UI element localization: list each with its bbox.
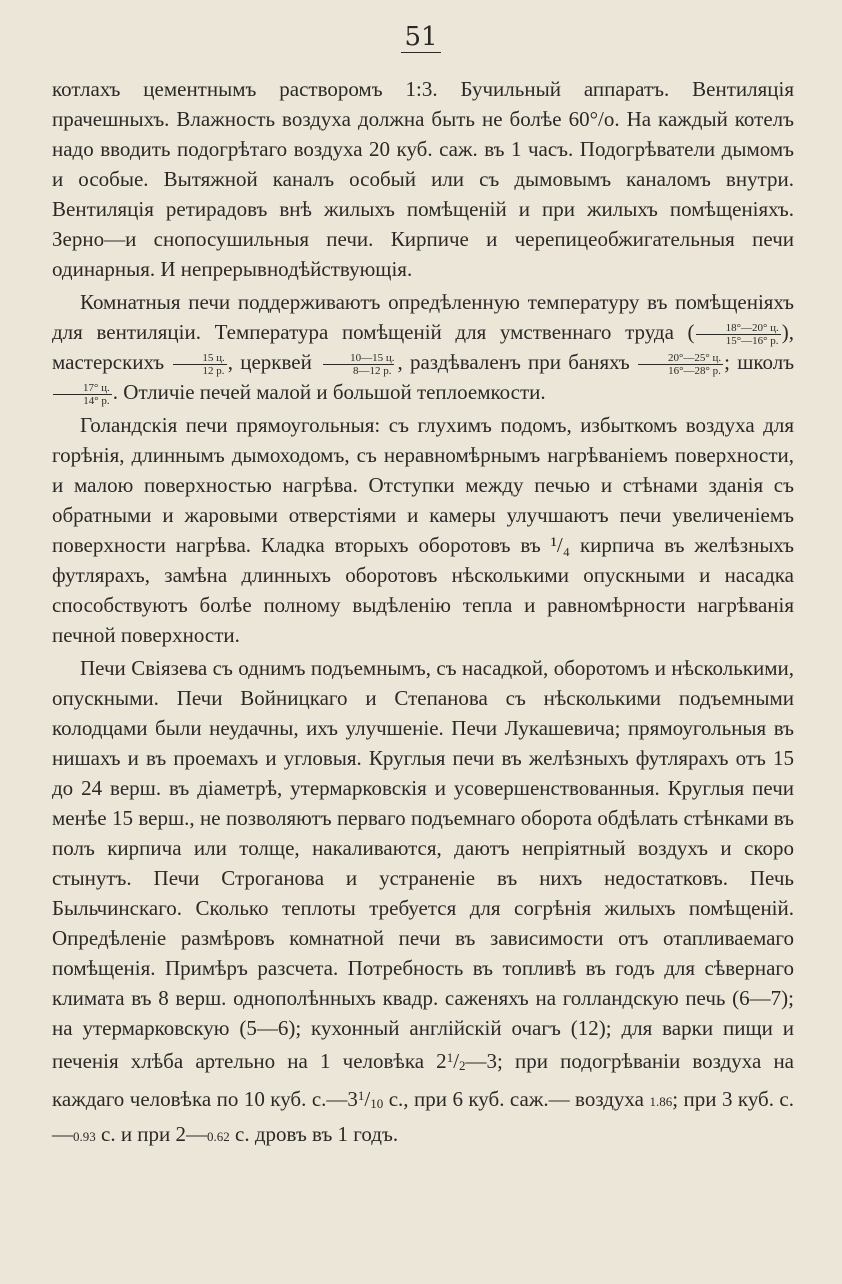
text-run: —3; при подогрѣваніи воздуха на каждаго человѣка по 10 куб. с.—3 bbox=[52, 1049, 794, 1111]
fraction-schools: $\frac{17^\circ ц.}{14^\circ р.}$ bbox=[53, 382, 112, 407]
fraction-denominator: 2 bbox=[459, 1058, 466, 1073]
text-run: Печи Свіязева съ однимъ подъемнымъ, съ насадкой, оборотомъ и нѣсколькими, опускными. Печи Войницкаго и Степанова съ нѣсколькими подъемными колодцами были неудачны, ихъ улучшеніе. Печи Лукашевича; прямоугольныя въ нишахъ и въ проемахъ и угловыя. Круглыя печи въ желѣзныхъ футлярахъ отъ 15 до 24 верш. въ діаметрѣ, утермарковскія и усовершенствованныя. Круглыя печи менѣе 15 верш., не позволяютъ перваго подъемнаго оборота обдѣлать стѣнками въ полъ кирпича или толще, накаливаются, даютъ непріятный воздухъ и скоро стынутъ. Печи Строганова и устраненіе въ нихъ недостатковъ. Печь Быльчинскаго. Сколько теплоты требуется для согрѣнія жилыхъ помѣщеній. Опредѣленіе размѣровъ комнатной печи въ зависимости отъ отапливаемаго помѣщенія. Примѣръ разсчета. Потребность въ топливѣ въ годъ для сѣвернаго климата въ 8 верш. однополѣнныхъ квадр. саженяхъ на голландскую печь (6—7); на утермарковскую (5—6); кухонный англійскій очагъ (12); для варки пищи и печенія хлѣба артельно на 1 человѣка 2 bbox=[52, 656, 794, 1073]
fraction-numerator: 1 bbox=[357, 1088, 365, 1103]
text-run: раздѣваленъ при баняхъ bbox=[409, 350, 630, 374]
text-run: мастерскихъ bbox=[52, 350, 165, 374]
text-run: с. дровъ въ 1 годъ. bbox=[229, 1122, 399, 1146]
value-small: 0.93 bbox=[73, 1129, 96, 1144]
page-number: 51 bbox=[0, 22, 842, 52]
text-run: Комнатныя печи поддерживаютъ опредѣленную температуру въ помѣщеніяхъ для вентиляціи. Температура помѣщеній для умственнаго труда bbox=[52, 290, 794, 344]
value-small: 0.62 bbox=[207, 1129, 230, 1144]
fraction-numerator: 1 bbox=[446, 1050, 454, 1065]
text-run: ; при 3 куб. с.— bbox=[52, 1087, 795, 1146]
paragraph-2: Комнатныя печи поддерживаютъ опредѣленную температуру въ помѣщеніяхъ для вентиляціи. Температура помѣщеній для умственнаго труда ( $\frac{18^\circ—20^\circ ц.}{15^\circ—16^\circ р.}$ ), мастерскихъ $\frac{15 ц.}{12 р.}$ , церквей $\frac{10—15 ц.}{8—12 р.}$ , раздѣваленъ при баняхъ $\frac{20^\circ—25^\circ ц.}{16^\circ—28^\circ р.}$ ; школъ $\frac{17^\circ ц.}{14^\circ р.}$ . Отличіе печей малой и большой теплоемкости. bbox=[52, 290, 795, 407]
fraction-bath-dressing-rooms: $\frac{20^\circ—25^\circ ц.}{16^\circ—28^\circ р.}$ bbox=[638, 352, 723, 377]
fraction-mental-work: $\frac{18^\circ—20^\circ ц.}{15^\circ—16^\circ р.}$ bbox=[696, 322, 781, 347]
page-body bbox=[52, 74, 794, 1155]
fraction-workshops: $\frac{15 ц.}{12 р.}$ bbox=[172, 352, 226, 377]
paragraph-4: Печи Свіязева съ однимъ подъемнымъ, съ насадкой, оборотомъ и нѣсколькими, опускными. Печи Войницкаго и Степанова съ нѣсколькими подъемными колодцами были неудачны, ихъ улучшеніе. Печи Лукашевича; прямоугольныя въ нишахъ и въ проемахъ и угловыя. Круглыя печи въ желѣзныхъ футлярахъ отъ 15 до 24 верш. въ діаметрѣ, утермарковскія и усовершенствованныя. Круглыя печи менѣе 15 верш., не позволяютъ перваго подъемнаго оборота обдѣлать стѣнками въ полъ кирпича или толще, накаливаются, даютъ непріятный воздухъ и скоро стынутъ. Печи Строганова и устраненіе въ нихъ недостатковъ. Печь Быльчинскаго. Сколько теплоты требуется для согрѣнія жилыхъ помѣщеній. Опредѣленіе размѣровъ комнатной печи въ зависимости отъ отапливаемаго помѣщенія. Примѣръ разсчета. Потребность въ топливѣ въ годъ для сѣвернаго климата въ 8 верш. однополѣнныхъ квадр. саженяхъ на голландскую печь (6—7); на утермарковскую (5—6); кухонный англійскій очагъ (12); для варки пищи и печенія хлѣба артельно на 1 человѣка $2^1/_2—3$; при подогрѣваніи воздуха на каждаго человѣка по 10 куб. $с.—3^1/_{10}$ с., при 6 куб. саж.— воздуха 1.86; при 3 куб. с.—0.93 с. и при 2—0.62 с. дровъ въ 1 годъ. bbox=[52, 656, 795, 1146]
fraction-churches: $\frac{10—15 ц.}{8—12 р.}$ bbox=[320, 352, 396, 377]
paragraph-1: котлахъ цементнымъ растворомъ 1:3. Бучильный аппаратъ. Вентиляція прачешныхъ. Влажность воздуха должна быть не болѣе 60°/о. На каждый котелъ надо вводить подогрѣтаго воздуха 20 куб. саж. въ 1 часъ. Подогрѣватели дымомъ и особые. Вытяжной каналъ особый или съ дымовымъ каналомъ внутри. Вентиляція ретирадовъ внѣ жилыхъ помѣщеній и при жилыхъ помѣщеніяхъ. Зерно—и снопосушильныя печи. Кирпиче и черепицеобжигательныя печи одинарныя. И непрерывнодѣйствующія. bbox=[52, 77, 794, 281]
paragraph-3: Голандскія печи прямоугольныя: съ глухимъ подомъ, избыткомъ воздуха для горѣнія, длиннымъ дымоходомъ, съ неравномѣрнымъ нагрѣваніемъ поверхности, и малою поверхностью нагрѣва. Отступки между печью и стѣнами зданія съ обратными и жаровыми отверстіями и камеры улучшаютъ печи увеличеніемъ поверхности нагрѣва. Кладка вторыхъ оборотовъ въ ¹/₄ кирпича въ желѣзныхъ футлярахъ, замѣна длинныхъ оборотовъ нѣсколькими опускными и насадка способствуютъ болѣе полному выдѣленію тепла и равномѣрности нагрѣванія печной поверхности. bbox=[52, 413, 794, 647]
text-run: с. и при 2— bbox=[95, 1122, 208, 1146]
text-run: церквей bbox=[240, 350, 312, 374]
text-run: школъ bbox=[737, 350, 795, 374]
text-run: Отличіе печей малой и большой теплоемкости. bbox=[123, 380, 546, 404]
text-run: с., при 6 куб. саж.— воздуха bbox=[383, 1087, 650, 1111]
fraction-denominator: 10 bbox=[370, 1096, 384, 1111]
value-small: 1.86 bbox=[649, 1094, 673, 1109]
